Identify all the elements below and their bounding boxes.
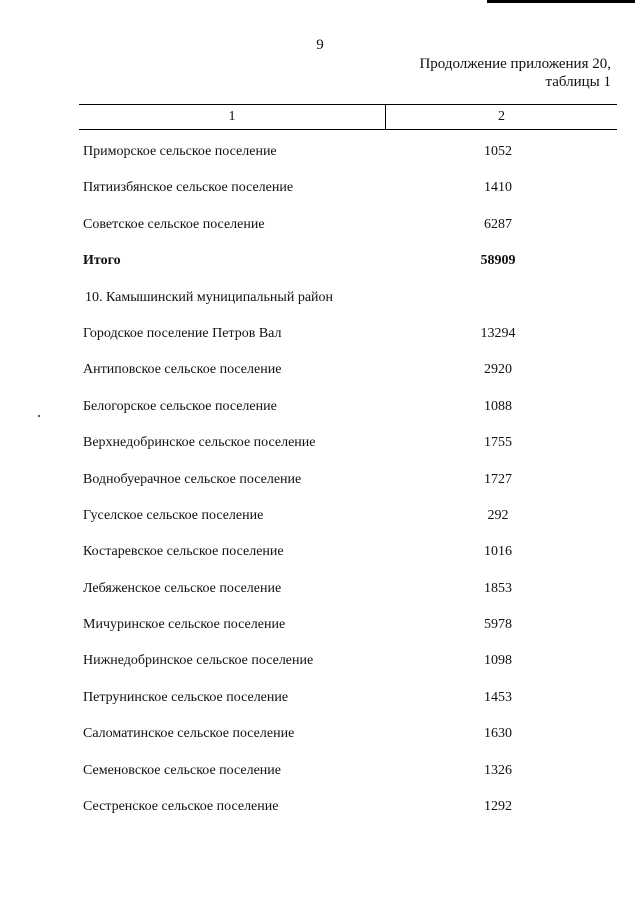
row-value: 1727: [484, 471, 512, 487]
header-col-1: 1: [79, 105, 386, 129]
table-row: [0, 425, 640, 461]
row-value: 292: [487, 507, 509, 523]
row-name: Семеновское сельское поселение: [83, 762, 282, 778]
table-row: [0, 789, 640, 825]
section-title: 10. Камышинский муниципальный район: [85, 289, 334, 305]
row-value: 1016: [484, 544, 512, 560]
row-value: 1453: [484, 689, 512, 705]
table-body: [0, 134, 640, 825]
row-value: 2920: [484, 362, 512, 378]
row-value: 13294: [480, 325, 516, 341]
row-name: Нижнедобринское сельское поселение: [83, 653, 314, 669]
table-row: [0, 462, 640, 498]
page-number: 9: [316, 37, 324, 53]
table-row: [0, 753, 640, 789]
row-name: Антиповское сельское поселение: [83, 362, 282, 378]
row-name: Советское сельское поселение: [83, 216, 265, 232]
row-name: Верхнедобринское сельское поселение: [83, 435, 316, 451]
table-row: [0, 316, 640, 352]
row-name: Гуселское сельское поселение: [83, 507, 264, 523]
row-name: Саломатинское сельское поселение: [83, 726, 295, 742]
total-value: 58909: [480, 253, 516, 269]
row-name: Лебяженское сельское поселение: [83, 580, 282, 596]
caption-line-1: Продолжение приложения 20,: [419, 56, 611, 72]
row-name: Пятиизбянское сельское поселение: [83, 180, 294, 196]
row-name: Сестренское сельское поселение: [83, 799, 279, 815]
row-value: 1853: [484, 580, 512, 596]
table-row: [0, 207, 640, 243]
row-name: Приморское сельское поселение: [83, 144, 277, 159]
section-heading-row: [0, 280, 640, 316]
table-header: [79, 104, 617, 130]
row-name: Воднобуерачное сельское поселение: [83, 471, 302, 487]
row-value: 1052: [484, 144, 512, 159]
total-row: [0, 243, 640, 279]
row-value: 1410: [484, 180, 512, 196]
caption-line-2: таблицы 1: [545, 74, 611, 90]
row-value: 1326: [484, 762, 512, 778]
table-row: [0, 680, 640, 716]
scan-edge-mark: [487, 0, 635, 3]
total-label: Итого: [83, 253, 121, 269]
table-row: [0, 134, 640, 170]
table-caption: [419, 55, 611, 91]
row-value: 1088: [484, 398, 512, 414]
table-row: [0, 716, 640, 752]
row-value: 1630: [484, 726, 512, 742]
row-name: Городское поселение Петров Вал: [83, 325, 282, 341]
table-row: [0, 643, 640, 679]
row-name: Мичуринское сельское поселение: [83, 617, 286, 633]
table-row: [0, 389, 640, 425]
row-name: Петрунинское сельское поселение: [83, 689, 289, 705]
table-row: [0, 607, 640, 643]
table-row: [0, 170, 640, 206]
table-row: [0, 498, 640, 534]
row-name: Белогорское сельское поселение: [83, 398, 277, 414]
row-name: Костаревское сельское поселение: [83, 544, 284, 560]
table-row: [0, 534, 640, 570]
table-row: [0, 571, 640, 607]
row-value: 1755: [484, 435, 512, 451]
header-col-2: 2: [498, 109, 505, 124]
row-value: 1292: [484, 799, 512, 815]
row-value: 1098: [484, 653, 512, 669]
row-value: 6287: [484, 216, 512, 232]
table-row: [0, 352, 640, 388]
row-value: 5978: [484, 617, 512, 633]
